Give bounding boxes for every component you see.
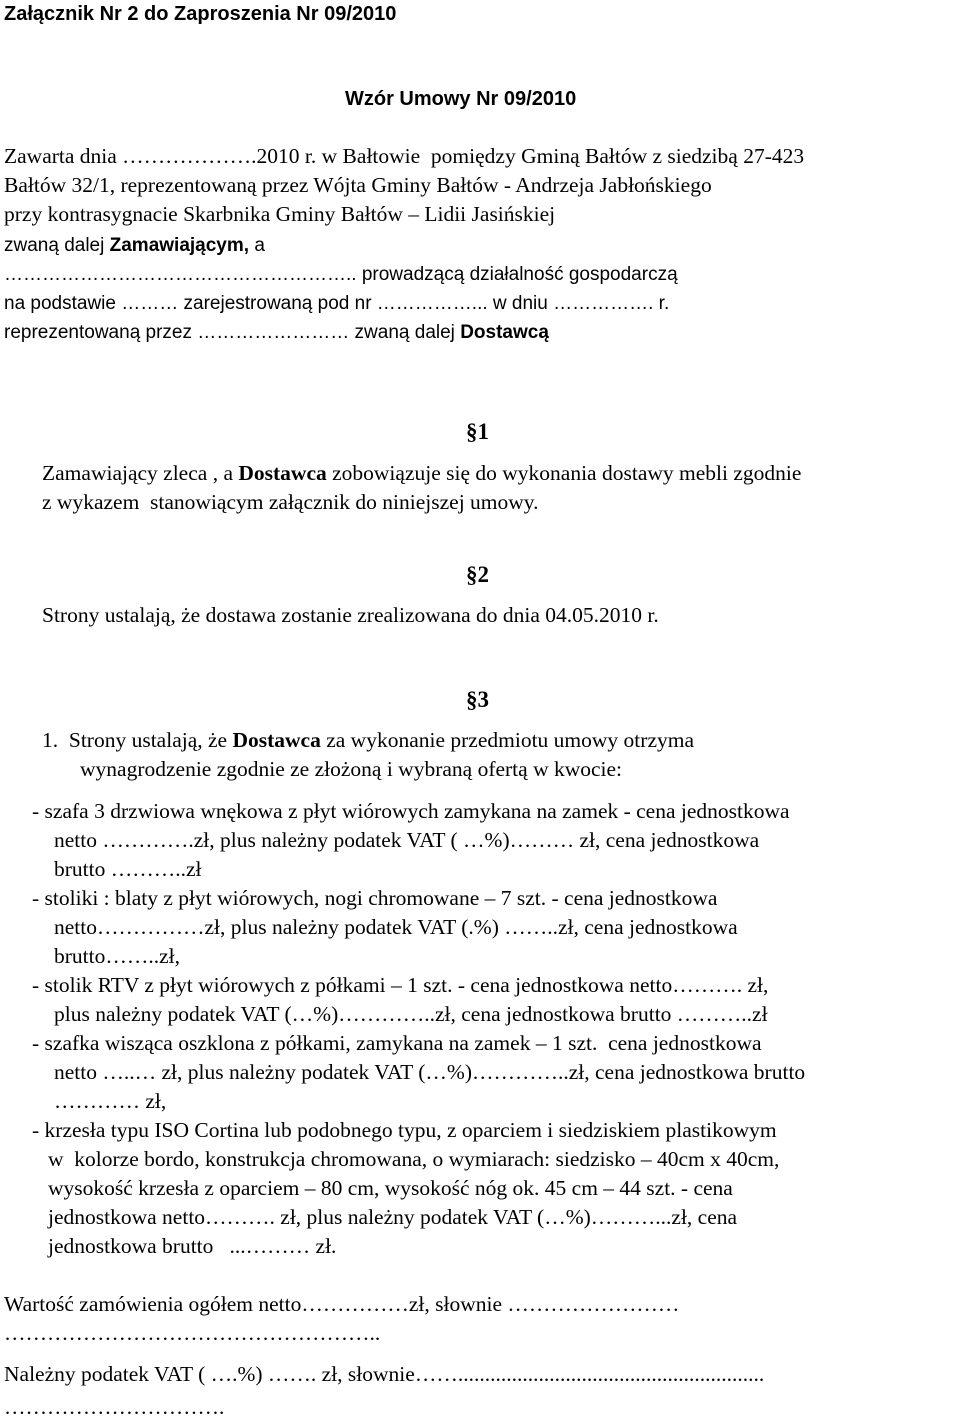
list-item: - stolik RTV z płyt wiórowych z półkami – 1 szt. - cena jednostkowa netto………. zł, bbox=[32, 973, 769, 997]
list-item: - szafa 3 drzwiowa wnękowa z płyt wiórowych zamykana na zamek - cena jednostkowa bbox=[32, 799, 790, 823]
section-3-para-1 bbox=[42, 730, 694, 752]
list-item: brutto ………..zł bbox=[54, 857, 202, 881]
section-1-line-1 bbox=[42, 463, 801, 485]
party-supplier: Dostawca bbox=[238, 461, 327, 485]
intro-line-5: ……………………………………………….. prowadzącą działalność gospodarczą bbox=[4, 264, 678, 285]
list-item: - krzesła typu ISO Cortina lub podobnego typu, z oparciem i siedziskiem plastikowym bbox=[32, 1118, 777, 1142]
section-text: 1. Strony ustalają, że bbox=[42, 728, 233, 752]
party-orderer: Zamawiającym, bbox=[109, 235, 250, 256]
section-text: Zamawiający zleca , a bbox=[42, 461, 239, 485]
list-item: jednostkowa netto………. zł, plus należny podatek VAT (…%)………...zł, cena bbox=[48, 1205, 738, 1229]
party-supplier: Dostawcą bbox=[460, 322, 549, 343]
intro-line-4 bbox=[4, 236, 265, 255]
list-item: - szafka wisząca oszklona z półkami, zamykana na zamek – 1 szt. cena jednostkowa bbox=[32, 1031, 762, 1055]
intro-line-6: na podstawie ……… zarejestrowaną pod nr ……………... w dniu ……………. r. bbox=[4, 293, 670, 314]
section-3-para-1-cont: wynagrodzenie zgodnie ze złożoną i wybraną ofertą w kwocie: bbox=[80, 757, 623, 781]
list-item: netto ………….zł, plus należny podatek VAT ( …%)……… zł, cena jednostkowa bbox=[54, 828, 760, 852]
intro-line-3: przy kontrasygnacie Skarbnika Gminy Bałtów – Lidii Jasińskiej bbox=[4, 202, 556, 226]
list-item: - stoliki : blaty z płyt wiórowych, nogi chromowane – 7 szt. - cena jednostkowa bbox=[32, 886, 718, 910]
total-net-line: Wartość zamówienia ogółem netto……………zł, słownie …………………… bbox=[4, 1292, 680, 1316]
list-item: plus należny podatek VAT (…%)…………..zł, cena jednostkowa brutto ………..zł bbox=[54, 1002, 768, 1026]
list-item: brutto……..zł, bbox=[54, 944, 180, 968]
intro-line-1: Zawarta dnia ……………….2010 r. w Bałtowie pomiędzy Gminą Bałtów z siedzibą 27-423 bbox=[4, 144, 805, 168]
list-item: ………… zł, bbox=[54, 1089, 167, 1113]
intro-text: zwaną dalej bbox=[4, 235, 110, 256]
list-item: netto …..… zł, plus należny podatek VAT (…%)…………..zł, cena jednostkowa brutto bbox=[54, 1060, 806, 1084]
list-item: netto……………zł, plus należny podatek VAT (.%) ……..zł, cena jednostkowa bbox=[54, 915, 738, 939]
total-net-continuation: …………………………………………….. bbox=[4, 1321, 381, 1345]
vat-line: Należny podatek VAT ( ….%) ……. zł, słownie……......................................................... bbox=[4, 1362, 765, 1386]
section-2-label: §2 bbox=[466, 562, 489, 587]
list-item: jednostkowa brutto ...……… zł. bbox=[48, 1234, 337, 1258]
attachment-header: Załącznik Nr 2 do Zaproszenia Nr 09/2010 bbox=[4, 3, 397, 25]
section-1-line-2: z wykazem stanowiącym załącznik do niniejszej umowy. bbox=[42, 490, 539, 514]
section-text: za wykonanie przedmiotu umowy otrzyma bbox=[320, 728, 694, 752]
section-1-label: §1 bbox=[466, 419, 489, 444]
vat-continuation: …………………………. bbox=[4, 1395, 225, 1419]
intro-line-2: Bałtów 32/1, reprezentowaną przez Wójta Gminy Bałtów - Andrzeja Jabłońskiego bbox=[4, 173, 712, 197]
list-item: w kolorze bordo, konstrukcja chromowana, o wymiarach: siedzisko – 40cm x 40cm, bbox=[48, 1147, 780, 1171]
section-2-text: Strony ustalają, że dostawa zostanie zrealizowana do dnia 04.05.2010 r. bbox=[42, 603, 659, 627]
section-text: zobowiązuje się do wykonania dostawy mebli zgodnie bbox=[326, 461, 802, 485]
list-item: wysokość krzesła z oparciem – 80 cm, wysokość nóg ok. 45 cm – 44 szt. - cena bbox=[48, 1176, 733, 1200]
intro-line-7 bbox=[4, 323, 549, 342]
party-supplier: Dostawca bbox=[232, 728, 321, 752]
contract-title: Wzór Umowy Nr 09/2010 bbox=[345, 88, 577, 110]
section-3-label: §3 bbox=[466, 687, 489, 712]
intro-text: a bbox=[249, 235, 265, 256]
intro-text: reprezentowaną przez …………………… zwaną dalej bbox=[4, 322, 461, 343]
